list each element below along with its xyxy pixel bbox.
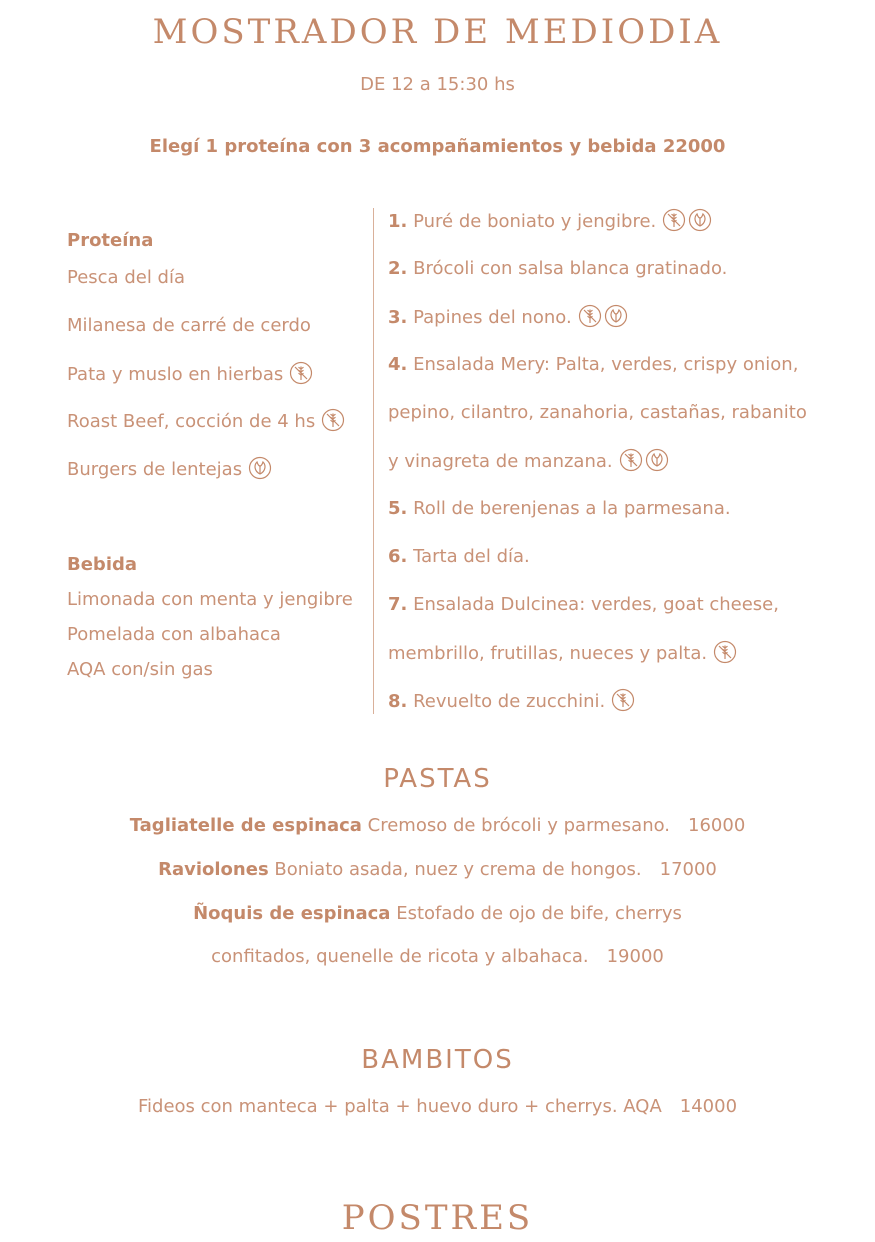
acompanamiento-line	[388, 594, 779, 615]
bebida-item: Limonada con menta y jengibre	[67, 589, 353, 610]
acompanamiento-text: Papines del nono.	[413, 307, 572, 328]
service-hours: DE 12 a 15:30 hs	[360, 74, 515, 95]
pasta-description: Boniato asada, nuez y crema de hongos.	[274, 859, 642, 880]
item-number: 5.	[388, 498, 408, 519]
column-divider	[373, 208, 374, 714]
item-number: 3.	[388, 307, 408, 328]
pasta-price: 16000	[688, 815, 746, 836]
acompanamiento-line	[388, 690, 635, 714]
gluten-free-icon	[713, 640, 737, 664]
item-number: 8.	[388, 691, 408, 712]
proteina-item-label: Pata y muslo en hierbas	[67, 364, 284, 385]
gluten-free-icon	[289, 361, 313, 385]
gluten-free-icon	[321, 408, 345, 432]
proteina-item	[67, 315, 311, 336]
pasta-name: Tagliatelle de espinaca	[129, 815, 362, 836]
acompanamiento-line	[388, 642, 737, 666]
bebida-item: Pomelada con albahaca	[67, 624, 281, 645]
item-number: 6.	[388, 546, 408, 567]
acompanamiento-text: Puré de boniato y jengibre.	[413, 211, 657, 232]
acompanamiento-text: Ensalada Dulcinea: verdes, goat cheese,	[413, 594, 779, 615]
acompanamiento-line	[388, 258, 727, 279]
gluten-free-icon	[611, 688, 635, 712]
vegan-icon	[604, 304, 628, 328]
pasta-line	[0, 859, 875, 880]
proteina-item	[67, 458, 272, 482]
item-number: 4.	[388, 354, 408, 375]
acompanamiento-line	[388, 210, 712, 234]
item-number: 1.	[388, 211, 408, 232]
pasta-price: 19000	[606, 946, 664, 967]
pasta-description: Estofado de ojo de bife, cherrys	[396, 903, 682, 924]
acompanamiento-line	[388, 306, 628, 330]
acompanamiento-text: Brócoli con salsa blanca gratinado.	[413, 258, 728, 279]
vegan-icon	[688, 208, 712, 232]
page-title: MOSTRADOR DE MEDIODIA	[152, 12, 723, 52]
pasta-description: Cremoso de brócoli y parmesano.	[367, 815, 671, 836]
bambitos-item	[0, 1096, 875, 1117]
proteina-item-label: Burgers de lentejas	[67, 459, 243, 480]
postres-title: POSTRES	[341, 1198, 534, 1238]
vegan-icon	[645, 448, 669, 472]
proteina-item-label: Milanesa de carré de cerdo	[67, 315, 311, 336]
gluten-free-icon	[578, 304, 602, 328]
acompanamiento-text: y vinagreta de manzana.	[388, 451, 613, 472]
pasta-price: 17000	[659, 859, 717, 880]
bebida-heading: Bebida	[67, 554, 138, 575]
item-number: 2.	[388, 258, 408, 279]
pasta-name: Raviolones	[158, 859, 269, 880]
bebida-item: AQA con/sin gas	[67, 659, 213, 680]
acompanamiento-text: pepino, cilantro, zanahoria, castañas, rabanito	[388, 402, 807, 423]
acompanamiento-text: membrillo, frutillas, nueces y palta.	[388, 643, 708, 664]
proteina-heading: Proteína	[67, 230, 154, 251]
pastas-title: PASTAS	[383, 764, 492, 794]
item-number: 7.	[388, 594, 408, 615]
pasta-description: confitados, quenelle de ricota y albahaca.	[211, 946, 589, 967]
combo-offer: Elegí 1 proteína con 3 acompañamientos y bebida 22000	[149, 136, 726, 157]
acompanamiento-text: Roll de berenjenas a la parmesana.	[413, 498, 731, 519]
acompanamiento-text: Revuelto de zucchini.	[413, 691, 606, 712]
proteina-item-label: Roast Beef, cocción de 4 hs	[67, 411, 316, 432]
pasta-line	[0, 946, 875, 967]
proteina-item	[67, 267, 185, 288]
acompanamiento-line	[388, 450, 669, 474]
acompanamiento-line	[388, 546, 530, 567]
acompanamiento-text: Ensalada Mery: Palta, verdes, crispy onion,	[413, 354, 799, 375]
pasta-line	[0, 815, 875, 836]
acompanamiento-text: Tarta del día.	[413, 546, 530, 567]
gluten-free-icon	[662, 208, 686, 232]
acompanamiento-line	[388, 402, 807, 423]
bambitos-price: 14000	[679, 1096, 738, 1117]
proteina-item	[67, 363, 313, 387]
acompanamiento-line	[388, 354, 798, 375]
vegan-icon	[248, 456, 272, 480]
bambitos-description: Fideos con manteca + palta + huevo duro + cherrys. AQA	[137, 1096, 662, 1117]
proteina-item	[67, 410, 345, 434]
bambitos-title: BAMBITOS	[361, 1045, 514, 1075]
proteina-item-label: Pesca del día	[67, 267, 185, 288]
pasta-name: Ñoquis de espinaca	[193, 903, 391, 924]
pasta-line	[0, 903, 875, 924]
acompanamiento-line	[388, 498, 731, 519]
gluten-free-icon	[619, 448, 643, 472]
